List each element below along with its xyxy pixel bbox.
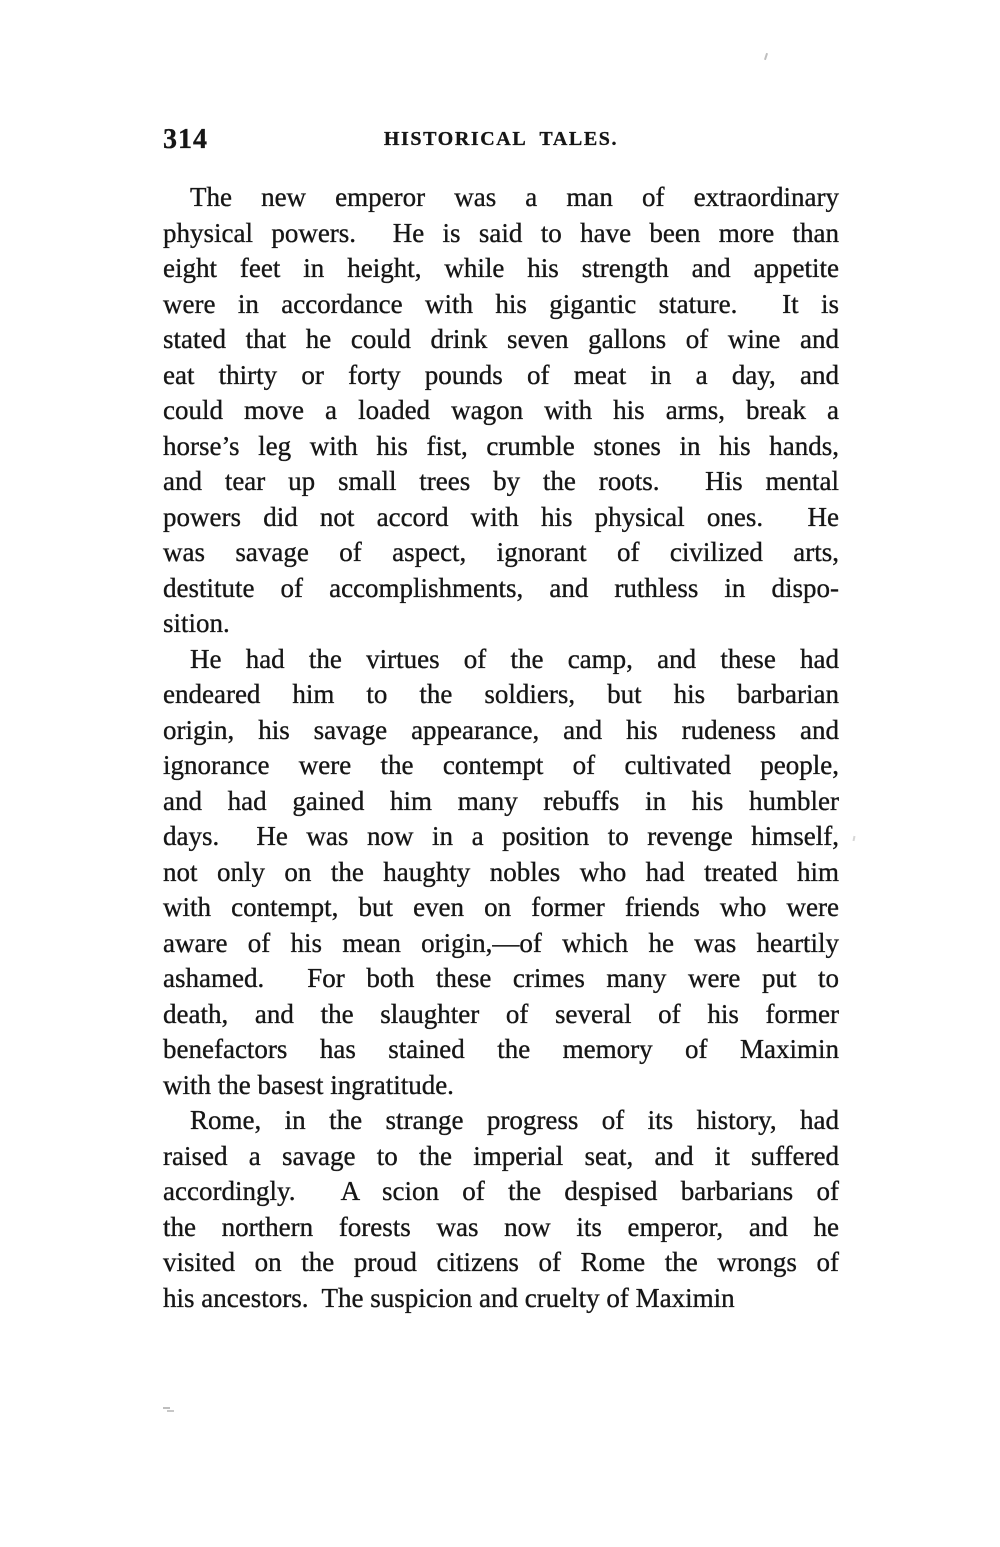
page-number: 314 <box>163 124 208 155</box>
text-line: accordingly. A scion of the despised barbarians of <box>163 1176 839 1206</box>
text-line: and tear up small trees by the roots. His mental <box>163 466 839 496</box>
page-body <box>163 180 839 1316</box>
page-header <box>163 124 839 154</box>
paragraph <box>163 180 839 642</box>
text-line: stated that he could drink seven gallons of wine and <box>163 324 839 354</box>
text-line: horse’s leg with his fist, crumble stones in his hands, <box>163 430 839 461</box>
running-title: HISTORICAL TALES. <box>383 128 619 150</box>
text-line: with the basest ingratitude. <box>163 1069 454 1100</box>
text-line: was savage of aspect, ignorant of civilized arts, <box>163 537 839 567</box>
text-line: the northern forests was now its emperor, and he <box>163 1211 839 1242</box>
text-line: were in accordance with his gigantic stature. It is <box>163 288 839 319</box>
scan-artifact <box>163 1407 170 1409</box>
scan-artifact <box>853 836 856 841</box>
text-line: benefactors has stained the memory of Maximin <box>163 1034 839 1064</box>
text-line: raised a savage to the imperial seat, and it suffered <box>163 1140 839 1171</box>
text-line: physical powers. He is said to have been more than <box>163 217 839 248</box>
text-line: The new emperor was a man of extraordinary <box>190 182 839 212</box>
text-line: not only on the haughty nobles who had treated him <box>163 856 839 887</box>
text-line: could move a loaded wagon with his arms, break a <box>163 395 839 425</box>
text-line: Rome, in the strange progress of its history, had <box>190 1105 839 1135</box>
text-line: He had the virtues of the camp, and these had <box>190 643 839 674</box>
text-line: ashamed. For both these crimes many were put to <box>163 963 839 993</box>
text-line: with contempt, but even on former friends who were <box>163 892 839 922</box>
text-line: days. He was now in a position to revenge himself, <box>163 821 839 851</box>
text-line: powers did not accord with his physical ones. He <box>163 501 839 532</box>
paragraph <box>163 642 839 1104</box>
text-line: eight feet in height, while his strength and appetite <box>163 253 839 283</box>
text-line: ignorance were the contempt of cultivated people, <box>163 750 839 780</box>
scan-artifact <box>764 53 768 60</box>
paragraph <box>163 1103 839 1316</box>
text-line: endeared him to the soldiers, but his barbarian <box>163 679 839 709</box>
text-line: destitute of accomplishments, and ruthless in dispo- <box>163 572 839 603</box>
text-line: and had gained him many rebuffs in his humbler <box>163 785 839 816</box>
text-line: death, and the slaughter of several of his former <box>163 998 839 1029</box>
text-line: eat thirty or forty pounds of meat in a day, and <box>163 359 839 390</box>
text-line: his ancestors. The suspicion and cruelty of Maximin <box>163 1282 735 1313</box>
text-line: origin, his savage appearance, and his rudeness and <box>163 714 839 745</box>
text-line: aware of his mean origin,—of which he was heartily <box>163 927 839 958</box>
text-line: sition. <box>163 608 230 638</box>
text-line: visited on the proud citizens of Rome the wrongs of <box>163 1247 839 1277</box>
